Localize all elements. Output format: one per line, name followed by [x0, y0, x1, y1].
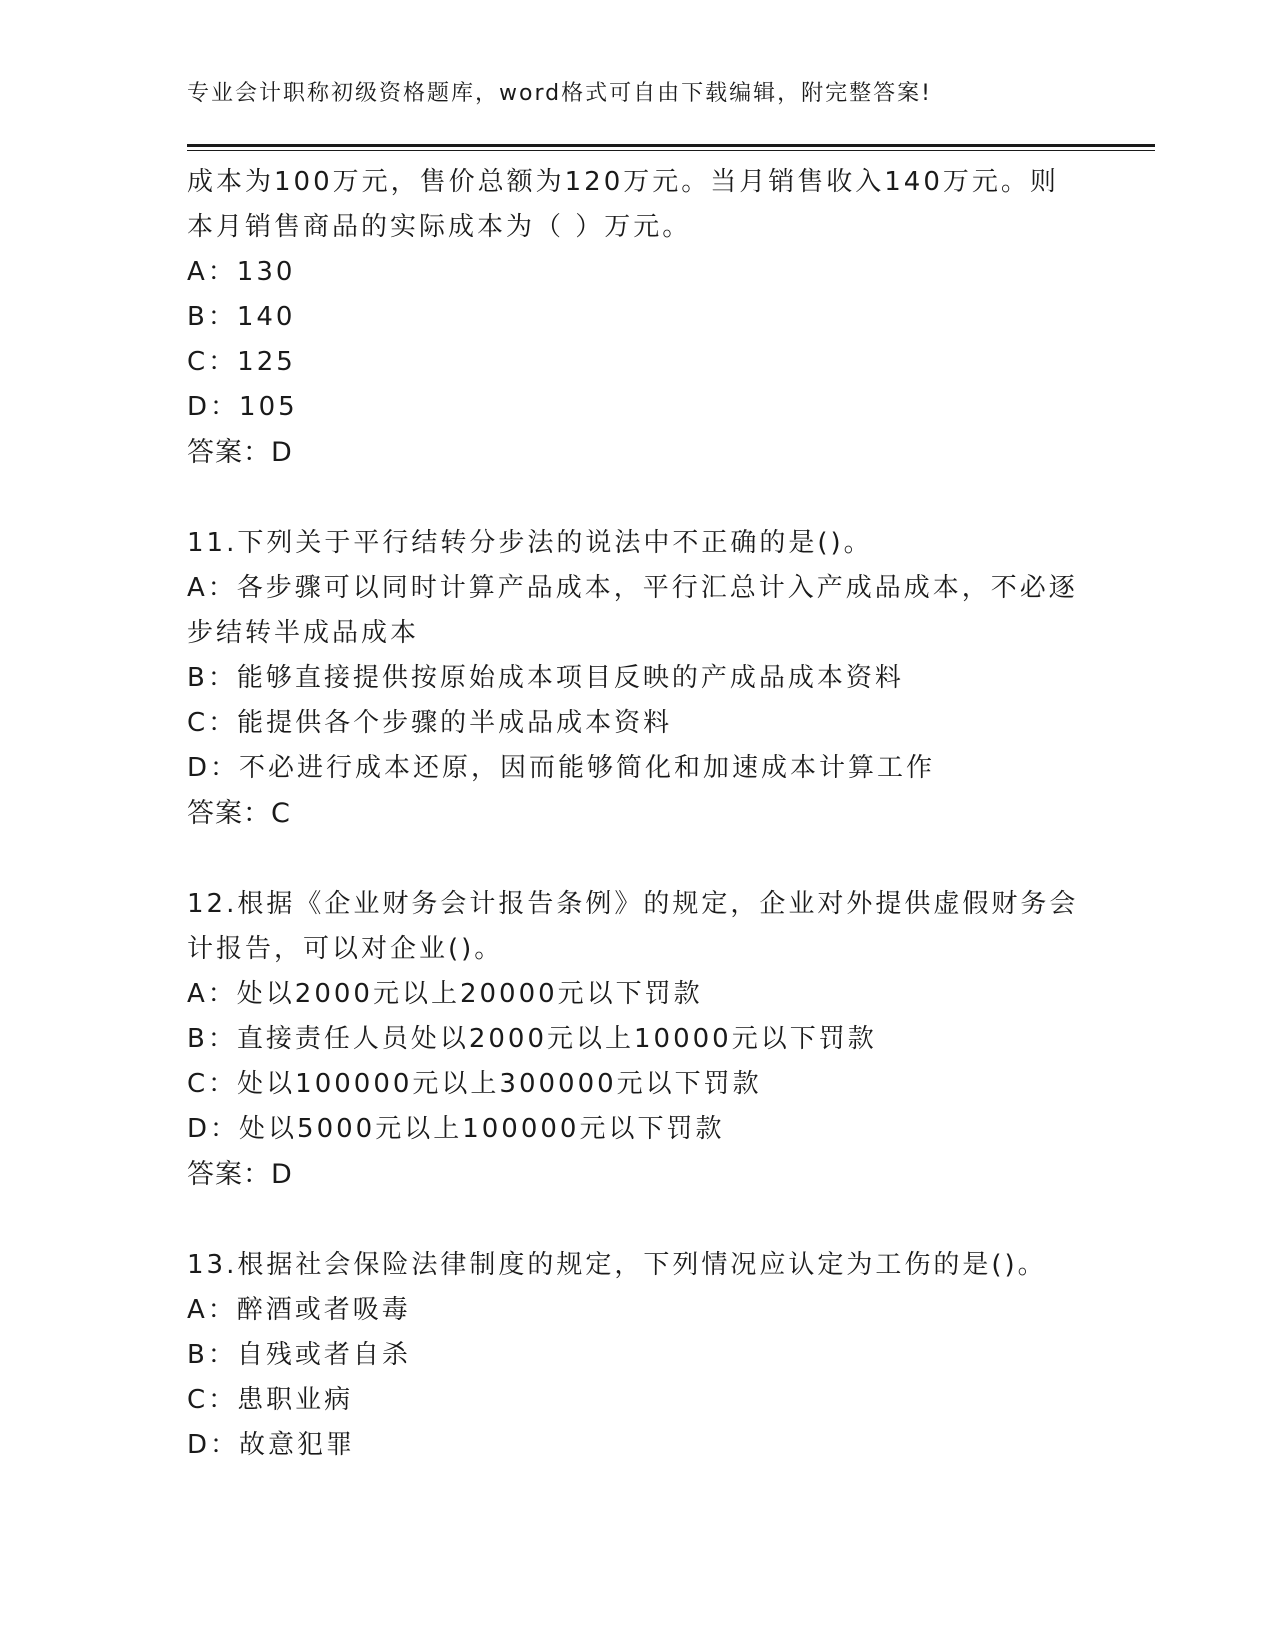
option-c: C：能提供各个步骤的半成品成本资料 [187, 708, 673, 738]
answer-line: 答案：D [187, 1159, 293, 1190]
question-13 [187, 1243, 1087, 1468]
option-d: D：105 [187, 392, 298, 422]
question-11 [187, 521, 1087, 836]
answer-line: 答案：D [187, 437, 293, 468]
option-a: A：130 [187, 257, 296, 287]
option-d: D：处以5000元以上100000元以下罚款 [187, 1114, 725, 1144]
option-b: B：直接责任人员处以2000元以上10000元以下罚款 [187, 1024, 877, 1054]
option-b: B：自残或者自杀 [187, 1340, 411, 1370]
header-rule-thin [187, 150, 1155, 151]
option-b: B：140 [187, 302, 296, 332]
question-stem-line: 13.根据社会保险法律制度的规定，下列情况应认定为工伤的是()。 [187, 1250, 1047, 1280]
option-c: C：125 [187, 347, 296, 377]
option-c: C：处以100000元以上300000元以下罚款 [187, 1069, 762, 1099]
question-stem-line: 12.根据《企业财务会计报告条例》的规定，企业对外提供虚假财务会 [187, 889, 1079, 919]
option-d: D：故意犯罪 [187, 1430, 356, 1460]
page-header: 专业会计职称初级资格题库，word格式可自由下载编辑，附完整答案! [187, 81, 932, 106]
option-c: C：患职业病 [187, 1385, 354, 1415]
question-stem-line: 成本为100万元，售价总额为120万元。当月销售收入140万元。则 [187, 167, 1059, 197]
option-a: A：各步骤可以同时计算产品成本，平行汇总计入产成品成本，不必逐 [187, 573, 1078, 603]
question-stem-line: 本月销售商品的实际成本为（ ）万元。 [187, 212, 692, 242]
question-stem-line: 11.下列关于平行结转分步法的说法中不正确的是()。 [187, 528, 873, 558]
option-b: B：能够直接提供按原始成本项目反映的产成品成本资料 [187, 663, 904, 693]
question-content [187, 160, 1087, 1468]
question-10 [187, 160, 1087, 475]
option-a: A：处以2000元以上20000元以下罚款 [187, 979, 703, 1009]
option-a-continued: 步结转半成品成本 [187, 618, 420, 648]
question-12 [187, 882, 1087, 1197]
option-d: D：不必进行成本还原，因而能够简化和加速成本计算工作 [187, 753, 936, 783]
header-rule-thick [187, 144, 1155, 147]
question-stem-line: 计报告，可以对企业()。 [187, 934, 504, 964]
answer-line: 答案：C [187, 798, 291, 829]
option-a: A：醉酒或者吸毒 [187, 1295, 411, 1325]
